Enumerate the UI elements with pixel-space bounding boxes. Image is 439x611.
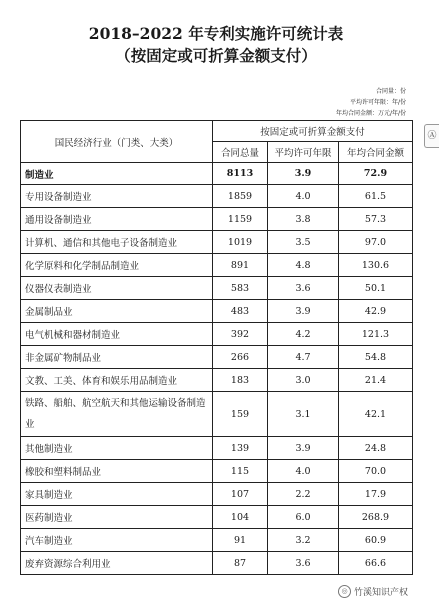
annual-amount-cell: 42.1 (339, 392, 413, 437)
watermark (338, 585, 408, 598)
annual-amount-cell: 97.0 (339, 231, 413, 254)
contracts-cell: 115 (213, 460, 268, 483)
industry-name-cell: 电气机械和器材制造业 (21, 323, 213, 346)
table-row (21, 437, 413, 460)
table-row (21, 346, 413, 369)
industry-name-cell: 家具制造业 (21, 483, 213, 506)
annual-amount-cell: 24.8 (339, 437, 413, 460)
table-row (21, 300, 413, 323)
table-body (21, 163, 413, 575)
industry-name-cell: 仪器仪表制造业 (21, 277, 213, 300)
table-row (21, 529, 413, 552)
page-title: 2018–2022 年专利实施许可统计表 (88, 24, 344, 43)
industry-name-cell: 文教、工美、体育和娱乐用品制造业 (21, 369, 213, 392)
table-row (21, 392, 413, 437)
avg-term-cell: 4.2 (268, 323, 339, 346)
table-row (21, 323, 413, 346)
table-row (21, 254, 413, 277)
avg-term-cell: 3.9 (268, 437, 339, 460)
avg-term-cell: 6.0 (268, 506, 339, 529)
annual-amount-cell: 42.9 (339, 300, 413, 323)
industry-name-cell: 医药制造业 (21, 506, 213, 529)
units-annual-amount: 年均合同金额：万元/年/份 (335, 110, 406, 117)
industry-name-cell: 化学原料和化学制品制造业 (21, 254, 213, 277)
contracts-cell: 87 (213, 552, 268, 575)
watermark-text: 竹溪知识产权 (354, 588, 409, 598)
contracts-cell: 139 (213, 437, 268, 460)
industry-name-cell: 其他制造业 (21, 437, 213, 460)
contracts-cell: 183 (213, 369, 268, 392)
table-row (21, 552, 413, 575)
avg-term-cell: 3.6 (268, 277, 339, 300)
contracts-cell: 1859 (213, 185, 268, 208)
industry-name-cell: 通用设备制造业 (21, 208, 213, 231)
annual-amount-cell: 130.6 (339, 254, 413, 277)
industry-name-cell: 汽车制造业 (21, 529, 213, 552)
industry-name-cell: 专用设备制造业 (21, 185, 213, 208)
units-note (336, 86, 406, 119)
avg-term-cell: 3.9 (268, 163, 339, 185)
avg-term-cell: 3.1 (268, 392, 339, 437)
units-contracts: 合同量：份 (375, 88, 406, 95)
avg-term-cell: 3.8 (268, 208, 339, 231)
industry-header: 国民经济行业（门类、大类） (21, 121, 213, 163)
col-header-amount: 年均合同金额 (339, 142, 413, 163)
annual-amount-cell: 70.0 (339, 460, 413, 483)
table-row (21, 163, 413, 185)
units-avg-term: 平均许可年限：年/份 (349, 99, 406, 106)
industry-name-cell: 金属制品业 (21, 300, 213, 323)
table-row (21, 185, 413, 208)
avg-term-cell: 2.2 (268, 483, 339, 506)
contracts-cell: 104 (213, 506, 268, 529)
annual-amount-cell: 57.3 (339, 208, 413, 231)
avg-term-cell: 4.8 (268, 254, 339, 277)
annual-amount-cell: 61.5 (339, 185, 413, 208)
annual-amount-cell: 21.4 (339, 369, 413, 392)
contracts-cell: 483 (213, 300, 268, 323)
contracts-cell: 891 (213, 254, 268, 277)
industry-name-cell: 计算机、通信和其他电子设备制造业 (21, 231, 213, 254)
page-subtitle: （按固定或可折算金额支付） (115, 46, 317, 65)
contracts-cell: 266 (213, 346, 268, 369)
annual-amount-cell: 60.9 (339, 529, 413, 552)
avg-term-cell: 3.6 (268, 552, 339, 575)
table-row (21, 483, 413, 506)
annual-amount-cell: 72.9 (339, 163, 413, 185)
annual-amount-cell: 66.6 (339, 552, 413, 575)
avg-term-cell: 3.2 (268, 529, 339, 552)
industry-name-cell: 废弃资源综合利用业 (21, 552, 213, 575)
table-row (21, 208, 413, 231)
contracts-cell: 1159 (213, 208, 268, 231)
industry-name-cell: 铁路、船舶、航空航天和其他运输设备制造业 (21, 392, 213, 437)
table-row (21, 231, 413, 254)
table-row (21, 277, 413, 300)
contracts-cell: 1019 (213, 231, 268, 254)
contracts-cell: 8113 (213, 163, 268, 185)
industry-name-cell: 橡胶和塑料制品业 (21, 460, 213, 483)
contracts-cell: 107 (213, 483, 268, 506)
contracts-cell: 91 (213, 529, 268, 552)
avg-term-cell: 4.7 (268, 346, 339, 369)
avg-term-cell: 3.0 (268, 369, 339, 392)
contracts-cell: 392 (213, 323, 268, 346)
contracts-cell: 583 (213, 277, 268, 300)
avg-term-cell: 3.5 (268, 231, 339, 254)
table-row (21, 369, 413, 392)
annual-amount-cell: 50.1 (339, 277, 413, 300)
annual-amount-cell: 268.9 (339, 506, 413, 529)
wechat-logo-icon: ◎ (338, 585, 351, 598)
side-float-tab[interactable]: Ⓐ (424, 124, 439, 148)
col-header-contracts: 合同总量 (213, 142, 268, 163)
annual-amount-cell: 54.8 (339, 346, 413, 369)
col-header-term: 平均许可年限 (268, 142, 339, 163)
table-row (21, 506, 413, 529)
avg-term-cell: 4.0 (268, 185, 339, 208)
avg-term-cell: 3.9 (268, 300, 339, 323)
table-row (21, 460, 413, 483)
industry-name-cell: 制造业 (21, 163, 213, 185)
group-header: 按固定或可折算金额支付 (213, 121, 413, 142)
license-statistics-table (20, 120, 413, 575)
annual-amount-cell: 121.3 (339, 323, 413, 346)
avg-term-cell: 4.0 (268, 460, 339, 483)
industry-name-cell: 非金属矿物制品业 (21, 346, 213, 369)
contracts-cell: 159 (213, 392, 268, 437)
annual-amount-cell: 17.9 (339, 483, 413, 506)
